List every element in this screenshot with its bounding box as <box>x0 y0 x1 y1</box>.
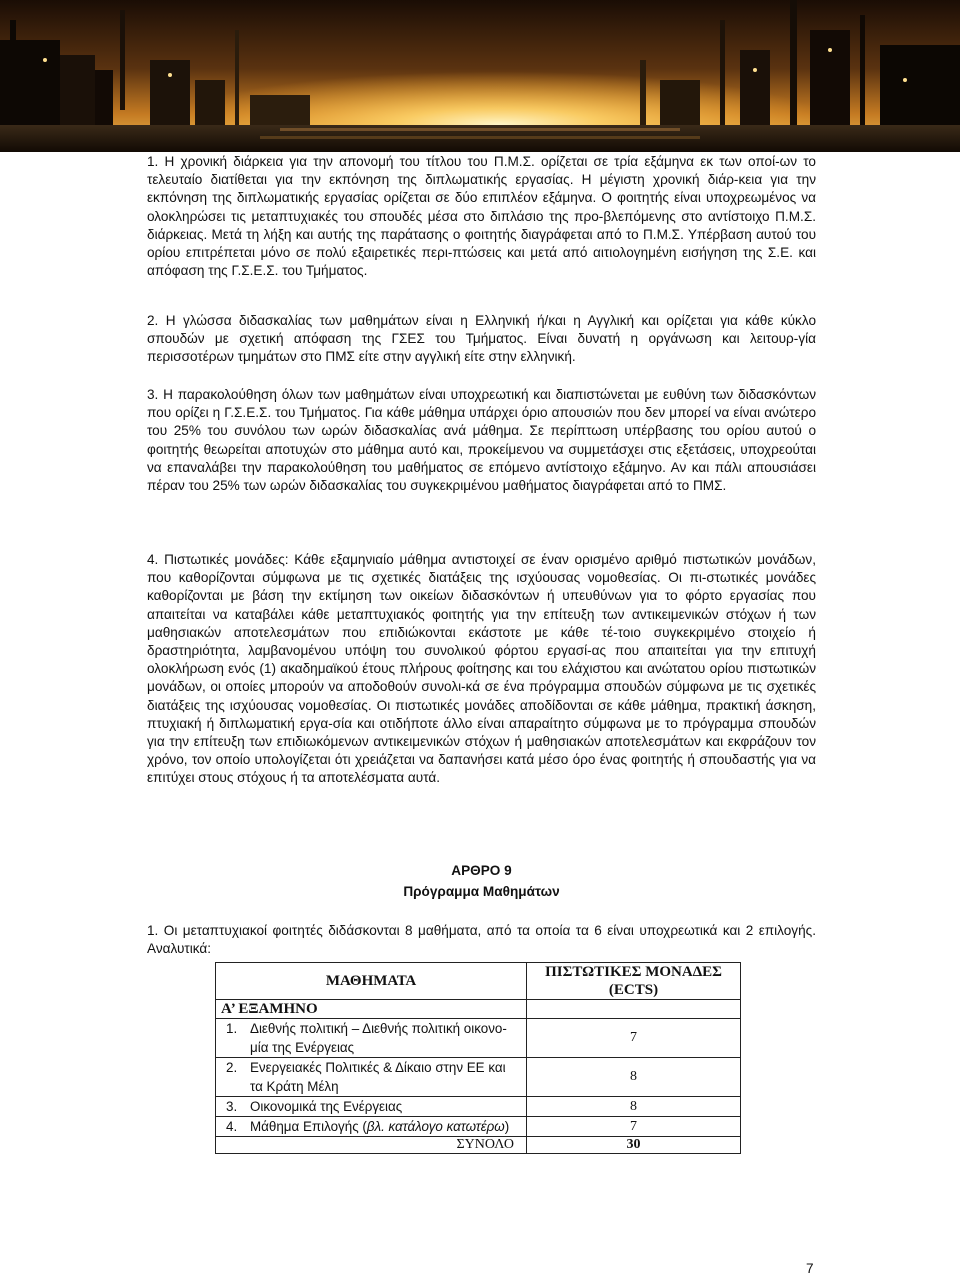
courses-table <box>215 962 741 1154</box>
paragraph-article9-1: 1. Οι μεταπτυχιακοί φοιτητές διδάσκονται 8 μαθήματα, από τα οποία τα 6 είναι υποχρεωτικά και 2 επιλογής. Αναλυτικά: <box>147 923 816 957</box>
course-cell <box>216 1097 527 1117</box>
course-name-end: ) <box>504 1119 510 1134</box>
page-number: 7 <box>806 1261 814 1276</box>
total-value: 30 <box>527 1137 741 1154</box>
header-courses: ΜΑΘΗΜΑΤΑ <box>216 963 527 1000</box>
course-number: 1. <box>226 1021 238 1036</box>
total-row <box>216 1137 741 1154</box>
table-header-row <box>216 963 741 1000</box>
course-name: Μάθημα Επιλογής ( <box>250 1119 367 1134</box>
paragraph-4: 4. Πιστωτικές μονάδες: Κάθε εξαμηνιαίο μάθημα αντιστοιχεί σε έναν ορισμένο αριθμό πιστωτικών μονάδων, που καθορίζονται σύμφωνα με τις σχετικές διατάξεις της ισχύουσας νομοθεσίας. Οι πι-στωτικές μονάδες καθορίζονται με βάση την εκτίμηση των οικείων διδασκόντων ή υπευθύνων για το φόρτο εργασίας που απαιτείται να καταβάλει κάθε μεταπτυχιακός φοιτητής για την επίτευξη των αντικειμενικών στόχων ή των μαθησιακών αποτελεσμάτων που επιδιώκονται εκάστοτε με κάθε τέ-τοιο συγκεκριμένο στοιχείο ή δραστηριότητα, λαμβανομένου υπόψη του συνολικού φόρτου εργασί-ας που απαιτείται για την επιτυχή ολοκλήρωση ενός (1) ακαδημαϊκού έτους πλήρους φοίτησης και του ελάχιστου και ανώτατου ορίου πιστωτικών μονάδων, οι οποίες μπορούν να αποδοθούν συνολι-κά σε ένα πρόγραμμα σπουδών σύμφωνα με τις σχετικές διατάξεις της ισχύουσας νομοθεσίας. Οι πιστωτικές μονάδες αποδίδονται σε κάθε μάθημα, πρακτική άσκηση, πτυχιακή ή διπλωματική εργα-σία και οτιδήποτε άλλο είναι απαραίτητο σύμφωνα με το πρόγραμμα σπουδών για την επίτευξη των επιδιωκόμενων αντικειμενικών στόχων ή μαθησιακών αποτελεσμάτων και εκφράζουν τον χρόνο, τον οποίο υπολογίζεται ότι χρειάζεται να δαπανήσει κατά μέσο όρο ένας φοιτητής ή σπουδαστής για να επιτύχει στους στόχους ή τα αποτελέσματα αυτά. <box>147 552 816 786</box>
paragraph-2: 2. Η γλώσσα διδασκαλίας των μαθημάτων είναι η Ελληνική ή/και η Αγγλική και ορίζεται για κάθε κύκλο σπουδών με σχετική απόφαση της ΓΣΕΣ του Τμήματος. Είναι δυνατή η οργάνωση και λειτουρ-γία περισσοτέρων τμημάτων στο ΠΜΣ είτε στην αγγλική είτε στην ελληνική. <box>147 313 816 365</box>
course-cell <box>216 1117 527 1137</box>
course-ects: 8 <box>527 1097 741 1117</box>
course-number: 2. <box>226 1060 238 1075</box>
course-ects: 7 <box>527 1117 741 1137</box>
course-name-elective <box>250 1117 514 1136</box>
course-number: 3. <box>226 1099 238 1114</box>
table-row <box>216 1097 741 1117</box>
course-name: Διεθνής πολιτική – Διεθνής πολιτική οικονο-μία της Ενέργειας <box>250 1021 507 1055</box>
refinery-banner-image <box>0 0 960 152</box>
table-row <box>216 1058 741 1097</box>
header-ects: ΠΙΣΤΩΤΙΚΕΣ ΜΟΝΑΔΕΣ (ECTS) <box>527 963 741 1000</box>
course-ects: 8 <box>527 1058 741 1097</box>
article-title: Πρόγραμμα Μαθημάτων <box>403 884 560 899</box>
article-number: ΑΡΘΡΟ 9 <box>451 863 512 878</box>
course-ects: 7 <box>527 1019 741 1058</box>
course-name: Οικονομικά της Ενέργειας <box>250 1099 403 1114</box>
course-name: Ενεργειακές Πολιτικές & Δίκαιο στην ΕΕ και τα Κράτη Μέλη <box>250 1060 506 1094</box>
course-cell <box>216 1019 527 1058</box>
semester-label: Α’ ΕΞΑΜΗΝΟ <box>216 1000 527 1019</box>
paragraph-3: 3. Η παρακολούθηση όλων των μαθημάτων είναι υποχρεωτική και διαπιστώνεται με ευθύνη των διδασκόντων που ορίζει η Γ.Σ.Ε.Σ. του Τμήματος. Για κάθε μάθημα υπάρχει όριο απουσιών που δεν μπορεί να είναι ανώτερο του 25% του συνόλου των ωρών διδασκαλίας ανά μάθημα. Σε περίπτωση υπέρβασης του ορίου αυτού ο φοιτητής θεωρείται αποτυχών στο μάθημα αυτό και, προκείμενου να συμμετάσχει στις εξετάσεις, υποχρεούται να επαναλάβει την παρακολούθηση του μαθήματος σε επόμενο αντίστοιχο εξάμηνο. Αν και πάλι απουσιάσει πέραν του 25% των ωρών διδασκαλίας του συγκεκριμένου μαθήματος διαγράφεται από το ΠΜΣ. <box>147 387 816 494</box>
paragraph-1: 1. Η χρονική διάρκεια για την απονομή του τίτλου του Π.Μ.Σ. ορίζεται σε τρία εξάμηνα εκ των οποί-ων το τελευταίο διατίθεται για την εκπόνηση της διπλωματικής εργασίας. Η μέγιστη χρονική διάρ-κεια για την εκπόνηση της διπλωματικής εργασίας ορίζεται σε δύο επιπλέον εξάμηνα. Ο φοιτητής είναι υποχρεωμένος να ολοκληρώσει τις μεταπτυχιακές του σπουδές μέσα στο διπλάσιο της προ-βλεπόμενης στο αντίστοιχο Π.Μ.Σ. διάρκειας. Μετά τη λήξη και αυτής της παράτασης ο φοιτητής διαγράφεται από το Π.Μ.Σ. Υπέρβαση αυτού του ορίου επιτρέπεται μόνο σε πολύ εξαιρετικές περι-πτώσεις και μετά από αιτιολογημένη εισήγηση της Σ.Ε. και απόφαση της Γ.Σ.Ε.Σ. του Τμήματος. <box>147 154 816 279</box>
course-number: 4. <box>226 1119 238 1134</box>
table-row <box>216 1117 741 1137</box>
semester-empty-cell <box>527 1000 741 1019</box>
table-row <box>216 1019 741 1058</box>
course-name-italic: βλ. κατάλογο κατωτέρω <box>366 1119 505 1134</box>
total-label: ΣΥΝΟΛΟ <box>216 1137 527 1154</box>
semester-row <box>216 1000 741 1019</box>
course-cell <box>216 1058 527 1097</box>
